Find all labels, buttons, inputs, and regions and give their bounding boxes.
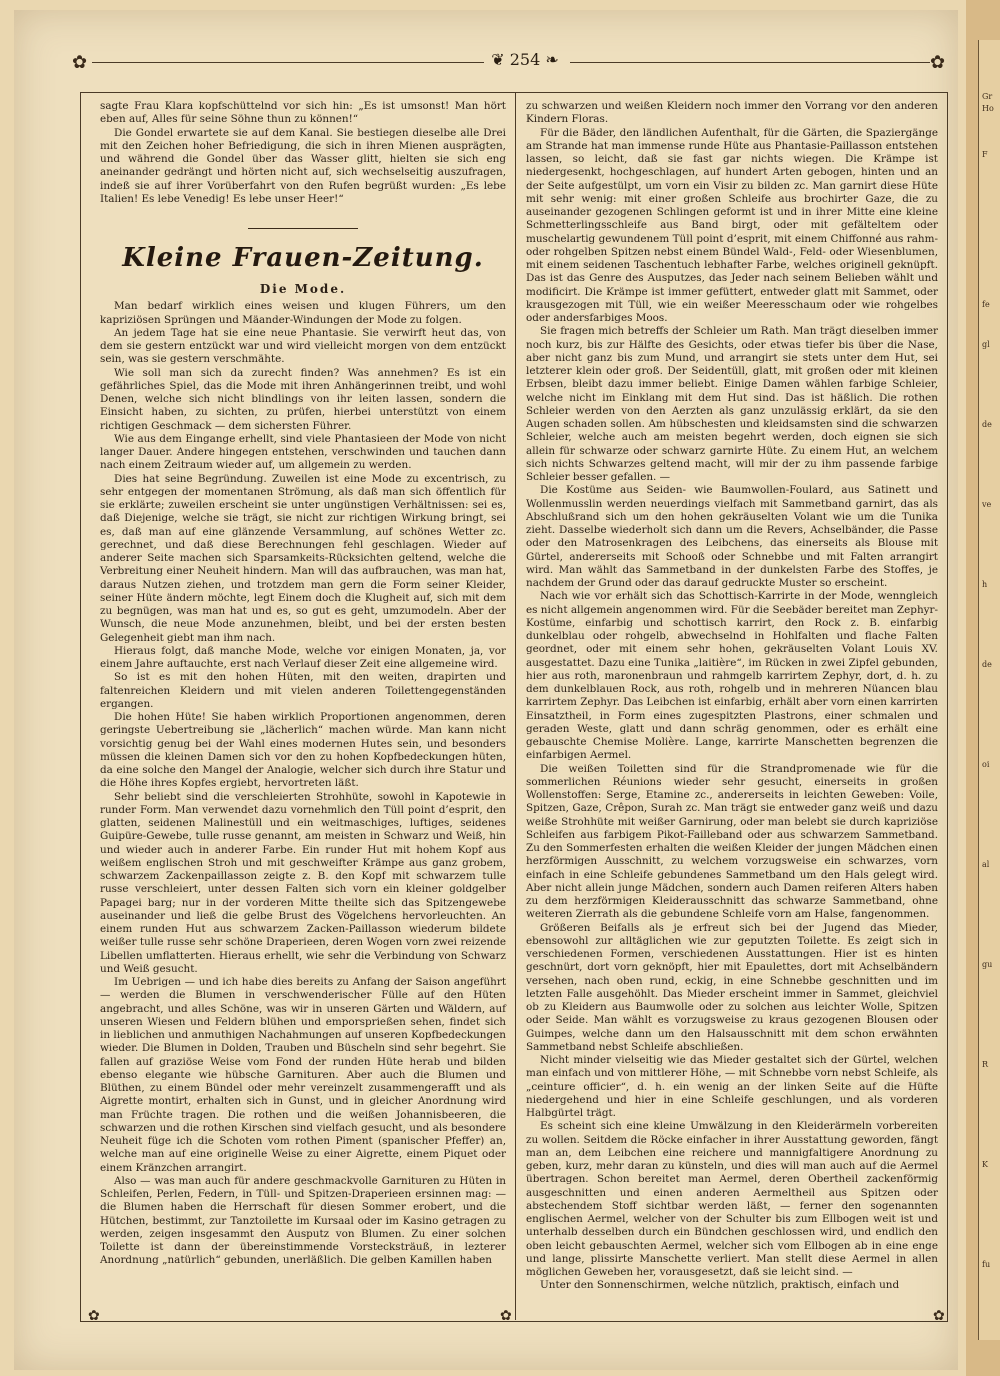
ornament-right-icon: ❧: [545, 50, 559, 69]
adjacent-page-text-area: [978, 40, 1000, 1340]
adjacent-fragment: R: [982, 1060, 989, 1069]
left-column: [100, 100, 506, 1268]
paragraph: Man bedarf wirklich eines weisen und klugen Führers, um den kapriziösen Sprüngen und Mäander-Windungen der Mode zu folgen.: [100, 300, 506, 326]
paragraph: Die hohen Hüte! Sie haben wirklich Proportionen angenommen, deren geringste Uebertreibung sie „lächerlich“ machen würde. Man kann nicht vorsichtig genug bei der Wahl eines modernen Hutes sein, und besonders müssen die kleinen Damen sich vor den zu hohen Kopfbedeckungen hüten, da eine solche den Mangel der Analogie, welcher sich durch ihre Statur und die Höhe ihres Kopfes ergiebt, hervortreten läßt.: [100, 711, 506, 790]
paragraph: Größeren Beifalls als je erfreut sich bei der Jugend das Mieder, ebensowohl zur alltäglichen wie zur geputzten Toilette. Es zeigt sich in verschiedenen Formen, verschiedenen Ausstattungen. Hier ist es hinten geschnürt, dort vorn geknöpft, hier mit Epaulettes, dort mit Achselbändern versehen, nach oben rund, eckig, in eine Schnebbe geschnitten und im letzten Falle ausgehöhlt. Das Mieder erscheint immer in Sammet, gleichviel ob zu Kleidern aus Baumwolle oder zu solchen aus leichter Wolle, Spitzen oder Seide. Man wählt es vorzugsweise zu kraus gezogenen Blousen oder Guimpes, welche dann um den Halsausschnitt mit dem schon erwähnten Sammetband nebst Schleife abschließen.: [526, 921, 938, 1053]
paragraph: Im Uebrigen — und ich habe dies bereits zu Anfang der Saison angeführt — werden die Blumen in verschwenderischer Fülle auf den Hüten angebracht, und alles Schöne, was wir in unseren Gärten und Wäldern, auf unseren Wiesen und Feldern blühen und emporsprießen sehen, findet sich in lieblichen und anmuthigen Nachahmungen auf unseren Kopfbedeckungen wieder. Die Blumen in Dolden, Trauben und Büscheln sind sehr begehrt. Sie fallen auf graziöse Weise vom Fond der runden Hüte herab und bilden ebenso elegante wie hübsche Garnituren. Aber auch die Blumen und Blüthen, zu einem Bündel oder mehr vereinzelt zusammengerafft und als Aigrette montirt, erhalten sich in Gunst, und in gleicher Anordnung wird man Früchte tragen. Die rothen und die weißen Johannisbeeren, die schwarzen und die rothen Kirschen sind vielfach gesucht, und als besondere Neuheit füge ich die Schoten vom rothen Piment (spanischer Pfeffer) an, welche man auf eine originelle Weise zu einer Aigrette, einem Piquet oder einem Kränzchen arrangirt.: [100, 976, 506, 1174]
right-column: [526, 100, 938, 1293]
paragraph: Sie fragen mich betreffs der Schleier um Rath. Man trägt dieselben immer noch kurz, bis zur Hälfte des Gesichts, oder etwas tiefer bis über die Nase, aber nicht ganz bis zum Mund, und arrangirt sie stets unter dem Hut, sei letzterer klein oder groß. Der Seidentüll, glatt, mit großen oder mit kleinen Erbsen, bleibt dazu immer beliebt. Einige Damen wählen farbige Schleier, welche nicht im Einklang mit dem Hut sind. Das ist häßlich. Die rothen Schleier werden von den Aerzten als ganz unzulässig erklärt, da sie den Augen schaden sollen. Am hübschesten und kleidsamsten sind die schwarzen Schleier, welche auch am meisten begehrt werden, doch eignen sie sich allein für schwarze oder schwarz garnirte Hüte. Zu einem Hut, an welchem sich nichts Schwarzes geltend macht, will mir der zu ihm passende farbige Schleier besser gefallen. —: [526, 325, 938, 483]
paragraph: So ist es mit den hohen Hüten, mit den weiten, drapirten und faltenreichen Kleidern und mit vielen anderen Toilettengegenständen ergangen.: [100, 671, 506, 710]
paragraph: Die Gondel erwartete sie auf dem Kanal. Sie bestiegen dieselbe alle Drei mit den Zeichen hoher Befriedigung, die sich in ihren Mienen ausprägten, und während die Gondel über das Wasser glitt, hielten sie sich eng aneinander gedrängt und hörten nicht auf, sich wechselseitig auszufragen, indeß sie auf ihrer Vorüberfahrt von den Rufen begrüßt wurden: „Es lebe Italien! Es lebe Venedig! Es lebe unser Heer!“: [100, 126, 506, 205]
paragraph: sagte Frau Klara kopfschüttelnd vor sich hin: „Es ist umsonst! Man hört eben auf, Alles für seine Söhne thun zu können!“: [100, 100, 506, 126]
adjacent-fragment: h: [982, 580, 988, 589]
paragraph: Es scheint sich eine kleine Umwälzung in den Kleiderärmeln vorbereiten zu wollen. Seitdem die Röcke einfacher in ihrer Ausstattung geworden, fängt man an, dem Leibchen eine reichere und mannigfaltigere Anordnung zu geben, kurz, mehr daran zu künsteln, und dies will man auch auf die Aermel übertragen. Schon bereitet man Aermel, deren Obertheil zackenförmig ausgeschnitten und einen anderen Aermeltheil aus Spitzen oder abstechendem Stoff sichtbar werden läßt, — ferner den sogenannten englischen Aermel, welcher von der Schulter bis zum Ellbogen weit ist und unterhalb desselben durch ein Bündchen geschlossen wird, und endlich den oben leicht gebauschten Aermel, welcher sich vom Ellbogen ab in eine enge und lange, plissirte Manschette verliert. Man stellt diese Aermel in allen möglichen Geweben her, vorausgesetzt, daß sie leicht sind. —: [526, 1120, 938, 1278]
paragraph: Für die Bäder, den ländlichen Aufenthalt, für die Gärten, die Spaziergänge am Strande hat man immense runde Hüte aus Phantasie-Paillasson entstehen lassen, so leicht, daß sie fast gar nichts wiegen. Die Krämpe ist niedergesenkt, hochgeschlagen, auf hundert Arten gebogen, hinten und an der Seite aufgestülpt, um vorn ein Visir zu bilden zc. Man garnirt diese Hüte mit sehr wenig: mit einer großen Schleife aus brochirter Gaze, die zu auseinander gezogenen Schlingen geformt ist und in ihrer Mitte eine kleine Schmetterlingsschleife aus Band birgt, oder mit gefälteltem oder muschelartig gewundenem Tüll point d’esprit, mit einem Chiffonné aus rahm- oder rohgelben Spitzen nebst einem Bündel Wald-, Feld- oder Wiesenblumen, mit einem seidenen Taschentuch lebhafter Farbe, welches originell geknüpft. Das ist das Genre des Ausputzes, das Jeder nach seinem Belieben wählt und modificirt. Die Krämpe ist immer gefüttert, entweder glatt mit Sammet, oder krausgezogen mit Tüll, wie ein weißer Meeresschaum oder wie rohgelbes oder andersfarbiges Moos.: [526, 126, 938, 324]
corner-ornament-top-right: ✿: [930, 52, 946, 73]
corner-ornament-bottom-left: ✿: [88, 1308, 100, 1324]
header-rule-left: [92, 62, 484, 63]
paragraph: Sehr beliebt sind die verschleierten Strohhüte, sowohl in Kapotewie in runder Form. Man verwendet dazu vornehmlich den Tüll point d’esprit, den glatten, seidenen Malinestüll und ein weitmaschiges, luftiges, seidenes Guipüre-Gewebe, tulle russe genannt, am meisten in Schwarz und Weiß, hin und wieder auch in anderer Farbe. Ein runder Hut mit hohem Kopf aus weißem englischen Stroh und mit geschweifter Krämpe aus ganz grobem, schwarzem Zackenpaillasson zeigte z. B. den Kopf mit schwarzem tulle russe verschleiert, unter dessen Falten sich vorn ein kleiner goldgelber Papagei barg; nur in der vorderen Mitte theilte sich das Spitzengewebe auseinander und ließ die gelbe Brust des Vögelchens hervorleuchten. An einem runden Hut aus schwarzem Zacken-Paillasson wiederum bildete weißer tulle russe sehr schöne Draperieen, deren Wogen vorn zwei reizende Libellen umflatterten. Hieraus erhellt, wie sehr die Verbindung von Schwarz und Weiß gesucht.: [100, 790, 506, 975]
paragraph: Hieraus folgt, daß manche Mode, welche vor einigen Monaten, ja, vor einem Jahre auftauchte, erst nach Verlauf dieser Zeit eine allgemeine wird.: [100, 644, 506, 670]
divider-ornament-bottom: ✿: [500, 1308, 512, 1324]
adjacent-fragment: fe: [982, 300, 990, 309]
paragraph: Nicht minder vielseitig wie das Mieder gestaltet sich der Gürtel, welchen man einfach und von mittlerer Höhe, — mit Schnebbe vorn nebst Schleife, als „ceinture officier“, d. h. ein wenig an der linken Seite auf die Hüfte niedergehend und hier in eine Schleife geschlungen, und als vorderen Halbgürtel trägt.: [526, 1054, 938, 1119]
adjacent-fragment: Ho: [982, 104, 994, 113]
section-divider: [248, 228, 358, 229]
adjacent-fragment: gl: [982, 340, 990, 349]
paragraph: Die Kostüme aus Seiden- wie Baumwollen-Foulard, aus Satinett und Wollenmusslin werden neuerdings vielfach mit Sammetband garnirt, das als Abschlußrand sich um den hohen gekräuselten Volant wie um die Tunika zieht. Dasselbe wiederholt sich dann um die Revers, Achselbänder, die Passe oder den Matrosenkragen des Leibchens, das einerseits als Blouse mit Gürtel, andererseits mit Schooß oder Schnebbe und mit Falten arrangirt wird. Man wählt das Sammetband in der dunkelsten Farbe des Stoffes, je nachdem der Grund oder das darauf gedruckte Muster so erscheint.: [526, 484, 938, 589]
paragraph: zu schwarzen und weißen Kleidern noch immer den Vorrang vor den anderen Kindern Floras.: [526, 100, 938, 126]
adjacent-fragment: fu: [982, 1260, 991, 1269]
ornament-left-icon: ❦: [491, 50, 505, 69]
adjacent-fragment: de: [982, 660, 992, 669]
paragraph: Wie soll man sich da zurecht finden? Was annehmen? Es ist ein gefährliches Spiel, das die Mode mit ihren Anhängerinnen treibt, und wohl Denen, welche sich nicht blindlings von ihr leiten lassen, sondern die Einsicht haben, zu sichten, zu prüfen, hierbei unterstützt von einem richtigen Geschmack — dem sichersten Führer.: [100, 366, 506, 432]
adjacent-fragment: K: [982, 1160, 988, 1169]
adjacent-page-edge: [966, 0, 1000, 1376]
adjacent-fragment: al: [982, 860, 990, 869]
subsection-title: Die Mode.: [259, 282, 347, 296]
adjacent-fragment: de: [982, 420, 992, 429]
corner-ornament-top-left: ✿: [72, 52, 88, 73]
adjacent-fragment: gu: [982, 960, 993, 969]
paragraph: Dies hat seine Begründung. Zuweilen ist eine Mode zu excentrisch, zu sehr entgegen der momentanen Strömung, als daß man sich öffentlich für sie erklärte; zuweilen erscheint sie unter ungünstigen Verhältnissen: sei es, daß Diejenige, welche sie trägt, sie nicht zur richtigen Wirkung bringt, sei es, daß man auf eine glänzende Versammlung, auf schönes Wetter zc. gerechnet, und daß diese Berechnungen fehl geschlagen. Wieder auf anderer Seite machen sich Sparsamkeits-Rücksichten geltend, welche die Verbreitung einer Neuheit hindern. Man will das aufbrauchen, was man hat, daraus Nutzen ziehen, und trotzdem man gern die Form seiner Kleider, seiner Hüte ändern möchte, legt Einem doch die Klugheit auf, sich mit dem zu begnügen, was man hat und es, so gut es geht, umzumodeln. Aber der Wunsch, die neue Mode anzunehmen, bleibt, und bei der ersten besten Gelegenheit giebt man ihm nach.: [100, 472, 506, 644]
adjacent-fragment: F: [982, 150, 988, 159]
page-number: 254: [509, 50, 541, 69]
column-divider: [515, 92, 516, 1320]
paragraph: Unter den Sonnenschirmen, welche nützlich, praktisch, einfach und: [540, 1279, 900, 1292]
paragraph: An jedem Tage hat sie eine neue Phantasie. Sie verwirft heut das, von dem sie gestern entzückt war und wird vielleicht morgen von dem entzückt sein, was sie gestern verschmähte.: [100, 326, 506, 366]
adjacent-fragment: ve: [982, 500, 992, 509]
header-rule-right: [570, 62, 930, 63]
paragraph: Also — was man auch für andere geschmackvolle Garnituren zu Hüten in Schleifen, Perlen, Federn, in Tüll- und Spitzen-Draperieen ersinnen mag: — die Blumen haben die Herrschaft für diesen Sommer erobert, und die Hütchen, bestimmt, zur Tanztoilette im Kursaal oder im Kasino getragen zu werden, zeigen insgesammt den Ausputz von Blumen. Zu einer solchen Toilette ist dann der übereinstimmende Vorstecksträuß, in lezterer Anordnung „natürlich“ gebunden, unerläßlich. Die gelben Kamillen haben: [100, 1174, 506, 1267]
adjacent-fragment: Gr: [982, 92, 993, 101]
paragraph: Nach wie vor erhält sich das Schottisch-Karrirte in der Mode, wenngleich es nicht allgemein angenommen wird. Für die Seebäder bereitet man Zephyr-Kostüme, einfarbig und schottisch karrirt, den Rock z. B. einfarbig dunkelblau oder rohgelb, abwechselnd in Hohlfalten und flache Falten geordnet, oder mit einem sehr hohen, gekräuselten Volant Louis XV. ausgestattet. Dazu eine Tunika „laitière“, im Rücken in zwei Zipfel gebunden, hier aus roth, maronenbraun und rahmgelb karrirtem Zephyr, dort, d. h. zu dem dunkelblauen Rock, aus roth, rohgelb und in mehreren Nüancen blau karrirtem Zephyr. Das Leibchen ist einfarbig, erhält aber vorn einen karrirten Einsatztheil, in Form eines zugespitzten Plastrons, einer schmalen und geraden Weste, glatt und dann schräg genommen, oder es erhält eine gebauschte Chemise Molière. Lange, karrirte Manschetten begrenzen die einfarbigen Aermel.: [526, 590, 938, 762]
paragraph: Die weißen Toiletten sind für die Strandpromenade wie für die sommerlichen Réunions wieder sehr gesucht, einerseits in großen Wollenstoffen: Serge, Etamine zc., andererseits in leichten Geweben: Voile, Spitzen, Gaze, Crêpon, Surah zc. Man trägt sie entweder ganz weiß und dazu weiße Strohhüte mit weißer Garnirung, oder man belebt sie durch kapriziöse Schleifen aus farbigem Pikot-Failleband oder aus schwarzem Sammetband. Zu den Sommerfesten erhalten die weißen Kleider der jungen Mädchen einen herzförmigen Ausschnitt, zu welchem vorzugsweise ein schwarzes, vorn einfach in eine Schleife gebundenes Sammetband um den Hals gelegt wird. Aber nicht allein junge Mädchen, sondern auch Damen reiferen Alters haben zu dem herzförmigen Kleiderausschnitt das schwarze Sammetband, ohne weiteren Zierrath als die gebundene Schleife vorn am Halse, fangenommen.: [526, 762, 938, 921]
page-number-header: [480, 50, 570, 69]
corner-ornament-bottom-right: ✿: [933, 1308, 945, 1324]
section-title: Kleine Frauen-Zeitung.: [122, 243, 484, 273]
paragraph: Wie aus dem Eingange erhellt, sind viele Phantasieen der Mode von nicht langer Dauer. Andere hingegen entstehen, verschwinden und tauchen dann nach einem Zeitraum wieder auf, um allgemein zu werden.: [100, 432, 506, 472]
adjacent-fragment: oi: [982, 760, 990, 769]
